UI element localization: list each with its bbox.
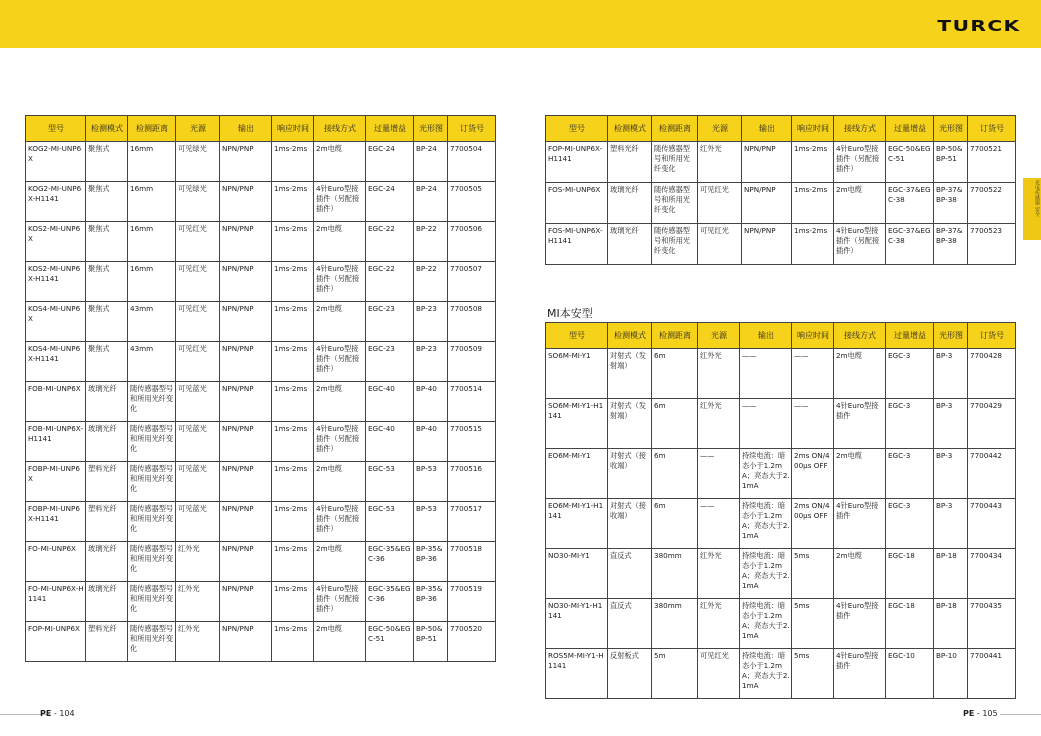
table-cell: BP-40 — [414, 382, 448, 422]
table-cell: NPN/PNP — [220, 142, 272, 182]
table-row — [546, 142, 1016, 183]
table-cell: 可见红光 — [698, 183, 742, 224]
table-cell: 反射板式 — [608, 649, 652, 699]
table-cell: BP-3 — [934, 449, 968, 499]
table-cell: 玻璃光纤 — [86, 382, 128, 422]
table-cell: NPN/PNP — [742, 224, 792, 265]
table-cell: 红外光 — [698, 399, 740, 449]
table-cell: NPN/PNP — [220, 262, 272, 302]
table-cell: 2m电缆 — [834, 449, 886, 499]
table-row — [546, 224, 1016, 265]
table-cell: 1ms-2ms — [272, 182, 314, 222]
table-cell: BP-35&BP-36 — [414, 582, 448, 622]
column-header: 订货号 — [968, 323, 1016, 349]
table-cell: EGC-35&EGC-36 — [366, 542, 414, 582]
table-cell: —— — [740, 399, 792, 449]
table-cell: 16mm — [128, 142, 176, 182]
table-cell: BP-53 — [414, 502, 448, 542]
table-cell: 可见红光 — [176, 222, 220, 262]
table-cell: 16mm — [128, 262, 176, 302]
table-cell: 5m — [652, 649, 698, 699]
table-cell: 红外光 — [698, 549, 740, 599]
table-cell: KOG2-MI-UNP6X — [26, 142, 86, 182]
table-cell: EGC-23 — [366, 302, 414, 342]
table-row — [26, 502, 496, 542]
table-cell: 16mm — [128, 182, 176, 222]
column-header: 过量增益 — [366, 116, 414, 142]
table-cell: 4针Euro型接插件（另配接插件） — [834, 224, 886, 265]
table-cell: BP-50&BP-51 — [414, 622, 448, 662]
table-cell: 7700442 — [968, 449, 1016, 499]
table-cell: 红外光 — [698, 349, 740, 399]
table-cell: SO6M-MI-Y1 — [546, 349, 608, 399]
table-cell: 5ms — [792, 549, 834, 599]
table-cell: 聚焦式 — [86, 262, 128, 302]
table-cell: 7700516 — [448, 462, 496, 502]
table-cell: FOB-MI-UNP6X-H1141 — [26, 422, 86, 462]
table-cell: NPN/PNP — [742, 142, 792, 183]
table-cell: 6m — [652, 449, 698, 499]
table-cell: FOBP-MI-UNP6X-H1141 — [26, 502, 86, 542]
table-row — [546, 549, 1016, 599]
table-cell: 随传感器型号和所用光纤变化 — [652, 142, 698, 183]
table-cell: 380mm — [652, 599, 698, 649]
table-cell: 红外光 — [698, 142, 742, 183]
column-header: 型号 — [546, 323, 608, 349]
table-cell: 玻璃光纤 — [86, 582, 128, 622]
table-cell: 380mm — [652, 549, 698, 599]
table-header-row — [26, 116, 496, 142]
table-cell: 5ms — [792, 649, 834, 699]
column-header: 过量增益 — [886, 116, 934, 142]
table-row — [26, 302, 496, 342]
table-cell: 聚焦式 — [86, 142, 128, 182]
table-cell: 随传感器型号和所用光纤变化 — [128, 422, 176, 462]
table-row — [26, 462, 496, 502]
table-cell: BP-24 — [414, 182, 448, 222]
table-cell: 聚焦式 — [86, 222, 128, 262]
table-cell: 7700506 — [448, 222, 496, 262]
table-cell: 7700507 — [448, 262, 496, 302]
table-cell: 4针Euro型接插件（另配接插件） — [314, 502, 366, 542]
table-cell: 随传感器型号和所用光纤变化 — [652, 183, 698, 224]
table-cell: BP-18 — [934, 549, 968, 599]
table-cell: 塑料光纤 — [86, 462, 128, 502]
table-row — [546, 399, 1016, 449]
table-cell: 2m电缆 — [834, 183, 886, 224]
table-cell: EGC-18 — [886, 599, 934, 649]
table-cell: BP-23 — [414, 342, 448, 382]
table-cell: 1ms-2ms — [792, 142, 834, 183]
table-cell: —— — [740, 349, 792, 399]
table-cell: 持续电流：暗态小于1.2mA；亮态大于2.1mA — [740, 549, 792, 599]
table-row — [546, 649, 1016, 699]
column-header: 检测距离 — [128, 116, 176, 142]
table-cell: 7700518 — [448, 542, 496, 582]
table-row — [26, 262, 496, 302]
table-header-row — [546, 116, 1016, 142]
table-cell: 可见蓝光 — [176, 462, 220, 502]
table-cell: 2m电缆 — [314, 622, 366, 662]
table-cell: KOS2-MI-UNP6X-H1141 — [26, 262, 86, 302]
column-header: 光源 — [698, 323, 740, 349]
table-cell: 随传感器型号和所用光纤变化 — [128, 462, 176, 502]
table-row — [26, 342, 496, 382]
table-cell: KOS4-MI-UNP6X-H1141 — [26, 342, 86, 382]
table-cell: 2ms ON/400μs OFF — [792, 499, 834, 549]
table-cell: NPN/PNP — [220, 462, 272, 502]
table-cell: NO30-MI-Y1-H1141 — [546, 599, 608, 649]
table-cell: EGC-24 — [366, 182, 414, 222]
column-header: 订货号 — [448, 116, 496, 142]
column-header: 检测模式 — [608, 323, 652, 349]
section-title-mi: MI本安型 — [547, 307, 593, 320]
table-cell: FOS-MI-UNP6X-H1141 — [546, 224, 608, 265]
table-cell: FO-MI-UNP6X — [26, 542, 86, 582]
table-cell: 1ms-2ms — [792, 224, 834, 265]
table-cell: BP-53 — [414, 462, 448, 502]
table-cell: EGC-22 — [366, 262, 414, 302]
column-header: 检测距离 — [652, 323, 698, 349]
column-header: 输出 — [220, 116, 272, 142]
column-header: 光形图 — [934, 116, 968, 142]
table-cell: EGC-40 — [366, 422, 414, 462]
table-row — [26, 422, 496, 462]
column-header: 过量增益 — [886, 323, 934, 349]
table-cell: 6m — [652, 399, 698, 449]
table-cell: 可见绿光 — [176, 142, 220, 182]
table-row — [546, 183, 1016, 224]
table-cell: SO6M-MI-Y1-H1141 — [546, 399, 608, 449]
table-cell: EO6M-MI-Y1 — [546, 449, 608, 499]
table-cell: EGC-10 — [886, 649, 934, 699]
table-cell: EGC-37&EGC-38 — [886, 224, 934, 265]
table-cell: 6m — [652, 349, 698, 399]
footer-rule-right — [1000, 714, 1041, 715]
table-row — [26, 542, 496, 582]
table-cell: EGC-24 — [366, 142, 414, 182]
table-cell: —— — [698, 499, 740, 549]
product-table-right-top — [545, 115, 1016, 265]
table-cell: EO6M-MI-Y1-H1141 — [546, 499, 608, 549]
table-cell: BP-37&BP-38 — [934, 224, 968, 265]
column-header: 光形图 — [934, 323, 968, 349]
table-cell: 2m电缆 — [314, 462, 366, 502]
table-cell: 4针Euro型接插件 — [834, 499, 886, 549]
table-cell: NPN/PNP — [220, 422, 272, 462]
column-header: 光源 — [698, 116, 742, 142]
table-cell: 持续电流：暗态小于1.2mA；亮态大于2.1mA — [740, 649, 792, 699]
column-header: 响应时间 — [792, 116, 834, 142]
table-cell: 可见绿光 — [176, 182, 220, 222]
table-cell: 可见红光 — [176, 262, 220, 302]
table-cell: 对射式（发射端） — [608, 399, 652, 449]
table-cell: 4针Euro型接插件（另配接插件） — [314, 182, 366, 222]
table-cell: 红外光 — [698, 599, 740, 649]
table-cell: 对射式（发射端） — [608, 349, 652, 399]
table-cell: BP-3 — [934, 349, 968, 399]
table-cell: BP-18 — [934, 599, 968, 649]
table-cell: 2m电缆 — [834, 349, 886, 399]
table-cell: 塑料光纤 — [86, 502, 128, 542]
table-cell: 塑料光纤 — [86, 622, 128, 662]
table-cell: 聚焦式 — [86, 342, 128, 382]
table-cell: 4针Euro型接插件 — [834, 649, 886, 699]
page-number-right: PE - 105 — [963, 709, 998, 718]
table-cell: NPN/PNP — [220, 622, 272, 662]
table-cell: EGC-22 — [366, 222, 414, 262]
table-cell: 随传感器型号和所用光纤变化 — [652, 224, 698, 265]
turck-logo: TURCK — [937, 17, 1021, 35]
table-cell: 可见蓝光 — [176, 422, 220, 462]
table-cell: 玻璃光纤 — [608, 224, 652, 265]
table-cell: 1ms-2ms — [272, 382, 314, 422]
table-cell: FOP-MI-UNP6X — [26, 622, 86, 662]
table-cell: BP-37&BP-38 — [934, 183, 968, 224]
table-cell: EGC-35&EGC-36 — [366, 582, 414, 622]
table-cell: BP-10 — [934, 649, 968, 699]
table-cell: EGC-3 — [886, 449, 934, 499]
table-cell: 7700504 — [448, 142, 496, 182]
table-cell: 1ms-2ms — [272, 342, 314, 382]
table-cell: 随传感器型号和所用光纤变化 — [128, 382, 176, 422]
table-cell: 7700514 — [448, 382, 496, 422]
table-header-row — [546, 323, 1016, 349]
table-cell: 7700509 — [448, 342, 496, 382]
table-cell: 可见蓝光 — [176, 382, 220, 422]
table-cell: 7700428 — [968, 349, 1016, 399]
table-cell: EGC-50&EGC-51 — [366, 622, 414, 662]
table-cell: —— — [792, 399, 834, 449]
table-cell: BP-22 — [414, 222, 448, 262]
table-cell: 4针Euro型接插件（另配接插件） — [314, 582, 366, 622]
table-cell: NPN/PNP — [220, 502, 272, 542]
table-cell: 7700517 — [448, 502, 496, 542]
table-cell: 4针Euro型接插件（另配接插件） — [314, 262, 366, 302]
table-row — [26, 382, 496, 422]
column-header: 型号 — [26, 116, 86, 142]
table-cell: KOG2-MI-UNP6X-H1141 — [26, 182, 86, 222]
table-cell: 2m电缆 — [314, 302, 366, 342]
table-cell: 1ms-2ms — [272, 142, 314, 182]
table-cell: 7700508 — [448, 302, 496, 342]
table-cell: EGC-3 — [886, 499, 934, 549]
table-cell: 1ms-2ms — [272, 582, 314, 622]
table-cell: 7700523 — [968, 224, 1016, 265]
table-row — [26, 622, 496, 662]
table-cell: —— — [792, 349, 834, 399]
column-header: 接线方式 — [314, 116, 366, 142]
table-cell: 玻璃光纤 — [608, 183, 652, 224]
table-row — [546, 349, 1016, 399]
table-cell: NPN/PNP — [220, 542, 272, 582]
table-cell: 4针Euro型接插件 — [834, 599, 886, 649]
table-cell: EGC-23 — [366, 342, 414, 382]
table-cell: 可见红光 — [698, 649, 740, 699]
table-cell: 16mm — [128, 222, 176, 262]
table-cell: 对射式（接收端） — [608, 499, 652, 549]
table-cell: BP-3 — [934, 499, 968, 549]
product-table-mi — [545, 322, 1016, 699]
table-cell: BP-35&BP-36 — [414, 542, 448, 582]
table-cell: 2m电缆 — [314, 382, 366, 422]
table-cell: 1ms-2ms — [272, 422, 314, 462]
table-cell: 玻璃光纤 — [86, 542, 128, 582]
table-cell: 塑料光纤 — [608, 142, 652, 183]
table-cell: 随传感器型号和所用光纤变化 — [128, 502, 176, 542]
table-cell: 随传感器型号和所用光纤变化 — [128, 582, 176, 622]
table-cell: 7700505 — [448, 182, 496, 222]
table-cell: 1ms-2ms — [272, 502, 314, 542]
table-row — [26, 142, 496, 182]
table-cell: 4针Euro型接插件 — [834, 399, 886, 449]
column-header: 光源 — [176, 116, 220, 142]
table-cell: BP-24 — [414, 142, 448, 182]
table-cell: 1ms-2ms — [272, 302, 314, 342]
table-cell: 7700443 — [968, 499, 1016, 549]
table-cell: FOBP-MI-UNP6X — [26, 462, 86, 502]
table-cell: NPN/PNP — [220, 302, 272, 342]
table-row — [546, 599, 1016, 649]
table-cell: 可见红光 — [698, 224, 742, 265]
table-row — [26, 182, 496, 222]
table-cell: KOS2-MI-UNP6X — [26, 222, 86, 262]
column-header: 检测模式 — [608, 116, 652, 142]
table-cell: 持续电流：暗态小于1.2mA；亮态大于2.1mA — [740, 499, 792, 549]
table-cell: 43mm — [128, 342, 176, 382]
table-cell: 1ms-2ms — [272, 222, 314, 262]
table-cell: FOB-MI-UNP6X — [26, 382, 86, 422]
table-cell: 7700515 — [448, 422, 496, 462]
table-cell: NO30-MI-Y1 — [546, 549, 608, 599]
table-cell: FO-MI-UNP6X-H1141 — [26, 582, 86, 622]
table-cell: 随传感器型号和所用光纤变化 — [128, 542, 176, 582]
table-cell: 聚焦式 — [86, 182, 128, 222]
product-table-left — [25, 115, 496, 662]
table-cell: 持续电流：暗态小于1.2mA；亮态大于2.1mA — [740, 449, 792, 499]
table-cell: 6m — [652, 499, 698, 549]
table-cell: NPN/PNP — [220, 182, 272, 222]
table-cell: NPN/PNP — [220, 582, 272, 622]
table-cell: EGC-40 — [366, 382, 414, 422]
table-cell: EGC-3 — [886, 349, 934, 399]
table-cell: EGC-18 — [886, 549, 934, 599]
table-cell: KOS4-MI-UNP6X — [26, 302, 86, 342]
column-header: 输出 — [740, 323, 792, 349]
table-cell: 2ms ON/400μs OFF — [792, 449, 834, 499]
table-cell: 2m电缆 — [834, 549, 886, 599]
table-cell: 2m电缆 — [314, 142, 366, 182]
table-cell: 可见红光 — [176, 302, 220, 342]
table-cell: BP-23 — [414, 302, 448, 342]
table-cell: 4针Euro型接插件（另配接插件） — [314, 422, 366, 462]
table-row — [546, 499, 1016, 549]
column-header: 响应时间 — [272, 116, 314, 142]
table-cell: 1ms-2ms — [272, 262, 314, 302]
table-cell: 4针Euro型接插件（另配接插件） — [834, 142, 886, 183]
table-cell: BP-50&BP-51 — [934, 142, 968, 183]
table-cell: 4针Euro型接插件（另配接插件） — [314, 342, 366, 382]
table-cell: 2m电缆 — [314, 222, 366, 262]
table-cell: —— — [698, 449, 740, 499]
table-cell: 直反式 — [608, 599, 652, 649]
table-cell: NPN/PNP — [220, 382, 272, 422]
header-bar — [0, 0, 1041, 48]
table-cell: 红外光 — [176, 582, 220, 622]
column-header: 光形图 — [414, 116, 448, 142]
table-cell: EGC-37&EGC-38 — [886, 183, 934, 224]
table-cell: 2m电缆 — [314, 542, 366, 582]
table-row — [26, 582, 496, 622]
table-cell: 随传感器型号和所用光纤变化 — [128, 622, 176, 662]
table-cell: 7700435 — [968, 599, 1016, 649]
table-cell: FOS-MI-UNP6X — [546, 183, 608, 224]
table-cell: 1ms-2ms — [272, 622, 314, 662]
table-row — [546, 449, 1016, 499]
table-cell: 聚焦式 — [86, 302, 128, 342]
table-cell: EGC-53 — [366, 502, 414, 542]
table-cell: NPN/PNP — [220, 222, 272, 262]
table-cell: 43mm — [128, 302, 176, 342]
table-cell: 7700441 — [968, 649, 1016, 699]
table-cell: 可见蓝光 — [176, 502, 220, 542]
table-cell: 7700521 — [968, 142, 1016, 183]
table-cell: 7700520 — [448, 622, 496, 662]
table-cell: 玻璃光纤 — [86, 422, 128, 462]
table-cell: 对射式（接收端） — [608, 449, 652, 499]
table-cell: 持续电流：暗态小于1.2mA；亮态大于2.1mA — [740, 599, 792, 649]
table-cell: EGC-53 — [366, 462, 414, 502]
column-header: 检测模式 — [86, 116, 128, 142]
table-cell: 1ms-2ms — [792, 183, 834, 224]
table-cell: 5ms — [792, 599, 834, 649]
table-cell: 直反式 — [608, 549, 652, 599]
table-cell: 可见红光 — [176, 342, 220, 382]
column-header: 检测距离 — [652, 116, 698, 142]
column-header: 型号 — [546, 116, 608, 142]
column-header: 接线方式 — [834, 116, 886, 142]
column-header: 订货号 — [968, 116, 1016, 142]
table-cell: 红外光 — [176, 622, 220, 662]
table-row — [26, 222, 496, 262]
table-cell: NPN/PNP — [742, 183, 792, 224]
table-cell: ROS5M-MI-Y1-H1141 — [546, 649, 608, 699]
table-cell: FOP-MI-UNP6X-H1141 — [546, 142, 608, 183]
side-tab[interactable]: 光电传感器 安全 — [1023, 178, 1041, 240]
table-cell: 红外光 — [176, 542, 220, 582]
table-cell: BP-22 — [414, 262, 448, 302]
table-cell: BP-3 — [934, 399, 968, 449]
page-number-left: PE - 104 — [40, 709, 75, 718]
table-cell: 7700522 — [968, 183, 1016, 224]
column-header: 输出 — [742, 116, 792, 142]
table-cell: 1ms-2ms — [272, 542, 314, 582]
column-header: 接线方式 — [834, 323, 886, 349]
column-header: 响应时间 — [792, 323, 834, 349]
table-cell: EGC-3 — [886, 399, 934, 449]
table-cell: EGC-50&EGC-51 — [886, 142, 934, 183]
table-cell: 7700434 — [968, 549, 1016, 599]
table-cell: 7700519 — [448, 582, 496, 622]
table-cell: 1ms-2ms — [272, 462, 314, 502]
table-cell: 7700429 — [968, 399, 1016, 449]
table-cell: NPN/PNP — [220, 342, 272, 382]
table-cell: BP-40 — [414, 422, 448, 462]
